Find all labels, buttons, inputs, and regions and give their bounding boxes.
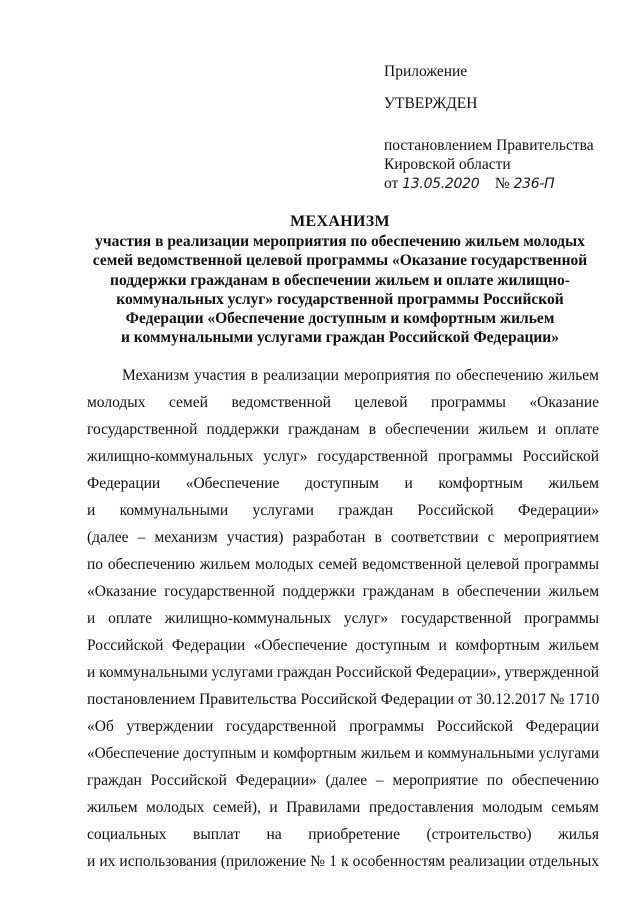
paragraph-line: граждан Российской Федерации» (далее – мероприятие по обеспечению [87,772,599,789]
title-line: поддержки гражданам в обеспечении жильем и оплате жилищно- [110,271,570,289]
paragraph-line: постановлением Правительства Российской Федерации от 30.12.2017 № 1710 [87,691,599,708]
paragraph-line: «Обеспечение доступным и комфортным жильем и коммунальными услугами [87,745,599,762]
paragraph-line: жилищно-коммунальных услуг» государственной программы Российской [87,448,599,465]
paragraph-line: «Оказание государственной поддержки гражданам в обеспечении жильем [87,583,599,600]
title-heading: МЕХАНИЗМ [290,213,390,230]
handwritten-number: 236-П [513,176,555,192]
resolution-date-line [384,174,624,194]
approved-label: УТВЕРЖДЕН [384,95,478,112]
paragraph-line: и коммунальными услугами граждан Российской Федерации» [87,502,599,519]
paragraph-line: Российской Федерации «Обеспечение доступным и комфортным жильем [87,637,599,654]
paragraph-line: молодых семей ведомственной целевой программы «Оказание [87,394,599,411]
title-line: Федерации «Обеспечение доступным и комфортным жильем [125,310,555,328]
paragraph-line: жильем молодых семей), и Правилами предоставления молодым семьям [87,799,599,816]
date-prefix: от [384,175,399,192]
paragraph-line: социальных выплат на приобретение (строительство) жилья [87,826,599,843]
resolution-reference [384,136,624,194]
resolution-line: Кировской области [384,156,511,173]
paragraph-line: и их использования (приложение № 1 к особенностям реализации отдельных [87,853,599,870]
approval-stamp-block [384,62,624,194]
title-line: участия в реализации мероприятия по обеспечению жильем молодых [95,233,585,251]
paragraph-line: «Об утверждении государственной программы Российской Федерации [87,718,599,735]
appendix-label: Приложение [384,63,468,80]
paragraph-line: государственной поддержки гражданам в обеспечении жильем и оплате [87,421,599,438]
paragraph-line: по обеспечению жильем молодых семей ведомственной целевой программы [87,556,599,573]
handwritten-date: 13.05.2020 [402,176,480,192]
title-line: семей ведомственной целевой программы «Оказание государственной [92,252,588,270]
body-paragraph [87,362,599,875]
paragraph-line: Механизм участия в реализации мероприятия по обеспечению жильем [122,367,599,384]
title-line: и коммунальными услугами граждан Российской Федерации» [121,329,559,347]
paragraph-line: Федерации «Обеспечение доступным и комфортным жильем [87,475,599,492]
number-prefix: № [494,175,510,192]
paragraph-line: (далее – механизм участия) разработан в соответствии с мероприятием [87,529,599,546]
paragraph-line: и коммунальными услугами граждан Российской Федерации», утвержденной [87,664,599,681]
paragraph-line: и оплате жилищно-коммунальных услуг» государственной программы [87,610,599,627]
resolution-line: постановлением Правительства [384,137,594,154]
document-title [80,212,600,347]
title-line: коммунальных услуг» государственной программы Российской [116,290,564,308]
